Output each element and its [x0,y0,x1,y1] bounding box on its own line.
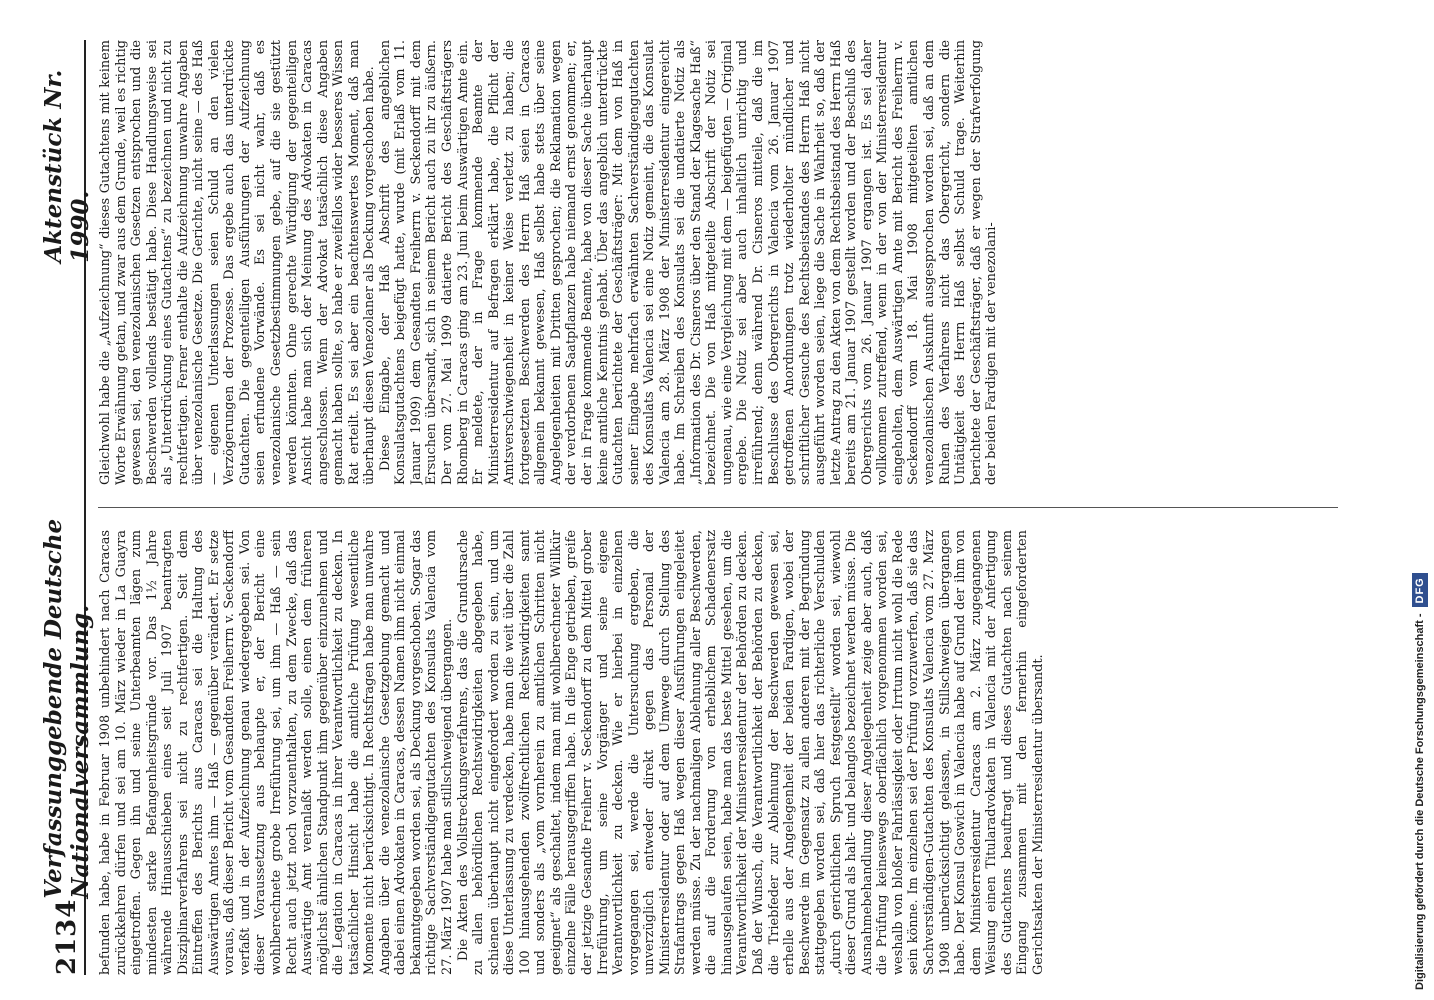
running-head [40,40,94,899]
column-divider [98,507,1338,508]
paragraph: Diese Eingabe, der Haß Abschrift des angeblichen Konsulatsgutachtens beigefügt hatte, wurde (mit Erlaß vom 11. Januar 1909) dem Gesandten Freiherrn v. Seckendorff mit dem Ersuchen übersandt, sich in seinem Bericht auch zu ihr zu äußern. Der vom 27. Mai 1909 datierte Bericht des Geschäftsträgers Rhomberg in Caracas ging am 23. Juni beim Auswärtigen Amte ein. Er meldete, der in Frage kommende Beamte der Ministerresidentur auf Befragen erklärt habe, die Pflicht der Amtsverschwiegenheit in keiner Weise verletzt zu haben; die fortgesetzten Beschwerden des Herrn Haß seien in Caracas allgemein bekannt gewesen, Haß selbst habe stets über seine Angelegenheiten mit Dritten gesprochen; die Reklamation wegen der verdorbenen Saatpflanzen habe niemand ernst genommen; er, der in Frage kommende Beamte, habe von dieser Sache überhaupt keine amtliche Kenntnis gehabt. Über das angeblich unterdrückte Gutachten berichtete der Geschäftsträger: Mit dem von Haß in seiner Eingabe mehrfach erwähnten Sachverständigengutachten des Konsulats Valencia sei eine Notiz gemeint, die das Konsulat Valencia am 28. März 1908 der Ministerresidentur eingereicht habe. Im Schreiben des Konsulats sei die undatierte Notiz als „Information des Dr. Cisneros über den Stand der Klagesache Haß“ bezeichnet. Die von Haß mitgeteilte Abschrift der Notiz sei ungenau, wie eine Vergleichung mit dem — beigefügten — Original ergebe. Die Notiz sei aber auch inhaltlich unrichtig und irreführend; denn während Dr. Cisneros mitteile, daß die im Beschlusse des Obergerichts in Valencia vom 26. Januar 1907 getroffenen Anordnungen trotz wiederholter mündlicher und schriftlicher Gesuche des Rechtsbeistandes des Herrn Haß nicht ausgeführt worden seien, liege die Sache in Wahrheit so, daß der letzte Antrag zu den Akten von dem Rechtsbeistand des Herrn Haß bereits am 21. Januar 1907 gestellt worden und der Beschluß des Obergerichts vom 26. Januar 1907 ergangen ist. Es sei daher vollkommen zutreffend, wenn in der von der Ministerresidentur eingeholten, dem Auswärtigen Amte mit Bericht des Freiherrn v. Seckendorff vom 18. Mai 1908 mitgeteilten amtlichen venezolanischen Auskunft ausgesprochen worden sei, daß an dem Ruhen des Verfahrens nicht das Obergericht, sondern die Untätigkeit des Herrn Haß selbst Schuld trage. Weiterhin berichtete der Geschäftsträger, daß er wegen der Strafverfolgung der beiden Fardigen mit der venezolani- [377,40,1000,485]
paragraph: befunden habe, habe in Februar 1908 unbehindert nach Caracas zurückkehren dürfen und sei am 10. März wieder in La Guayra eingetroffen. Gegen ihn und seine Unterbeamten lägen zum mindesten starke Befangenheitsgründe vor. Das 1½ Jahre währende Hinausschieben eines seit Juli 1907 beantragten Disziplinarverfahrens sei nicht zu rechtfertigen. Seit dem Eintreffen des Berichts aus Caracas sei die Haltung des Auswärtigen Amtes ihm — Haß — gegenüber verändert. Er setze voraus, daß dieser Bericht vom Gesandten Freiherrn v. Seckendorff verfaßt und in der Aufzeichnung genau wiedergegeben sei. Von dieser Voraussetzung aus behaupte er, der Bericht eine wohlberechnete grobe Irreführung sei, um ihm — Haß — sein Recht auch jetzt noch vorzuenthalten, zu dem Zwecke, daß das Auswärtige Amt veranlaßt werden solle, einen dem früheren möglichst ähnlichen Standpunkt ihm gegenüber einzunehmen und die Legation in Caracas in ihrer Verantwortlichkeit zu decken. In tatsächlicher Hinsicht habe die amtliche Prüfung wesentliche Momente nicht berücksichtigt. In Rechtsfragen habe man unwahre Angaben über die venezolanische Gesetzgebung gemacht und dabei einen Advokaten in Caracas, dessen Namen ihm nicht einmal bekanntgegeben worden sei, als Deckung vorgeschoben. Sogar das richtige Sachverständigengutachten des Konsulats Valencia vom 27. März 1907 habe man stillschweigend übergangen. [98,530,456,975]
text-column-left [98,530,1338,975]
document-number: Aktenstück Nr. 1990. [40,69,94,263]
paragraph: Gleichwohl habe die „Aufzeichnung“ dieses Gutachtens mit keinem Worte Erwähnung getan, und zwar aus dem Grunde, weil es richtig gewesen sei, den venezolanischen Gesetzen entsprochen und die Beschwerden vollends bestätigt habe. Diese Handlungsweise sei als „Unterdrückung eines Gutachtens“ zu bezeichnen und nicht zu rechtfertigen. Ferner enthalte die Aufzeichnung unwahre Angaben über venezolanische Gesetze. Die Gerichte, nicht seine — des Haß — eigenen Unterlassungen seien Schuld an den vielen Verzögerungen der Prozesse. Das ergebe auch das unterdrückte Gutachten. Die gegenteiligen Ausführungen der Aufzeichnung seien erfundene Vorwände. Es sei nicht wahr, daß es venezolanische Gesetzbestimmungen gebe, auf die sie gestützt werden könnten. Ohne gerechte Würdigung der gegenteiligen Ansicht habe man sich der Meinung des Advokaten in Caracas angeschlossen. Wenn der Advokat tatsächlich diese Angaben gemacht haben sollte, so habe er zweifellos wider besseres Wissen Rat erteilt. Es sei aber ein beachtenswertes Moment, daß man überhaupt diesen Venezolaner als Deckung vorgeschoben habe. [98,40,378,485]
publication-title: Verfassunggebende Deutsche Nationalversammlung. [40,518,94,899]
digitization-credit: Digitalisierung gefördert durch die Deutsche Forschungsgemeinschaft - [1414,613,1426,990]
paragraph: Die Akten des Vollstreckungsverfahrens, das die Grundursache zu allen behördlichen Rechtswidrigkeiten abgegeben habe, schienen überhaupt nicht eingefordert worden zu sein, und um diese Unterlassung zu verdecken, habe man die weit über die Zahl 100 hinausgehenden zwölfrechtlichen Rechtswidrigkeiten samt und sonders als „vom vornherein zu amtlichen Schritten nicht geeignet“ als geschaltet, indem man mit wohlberechneter Willkür einzelne Fälle herausgegriffen habe. In die Enge getrieben, greife der jetzige Gesandte Freiherr v. Seckendorff zu dem Mittel grober Irreführung, um seine Vorgänger und seine eigene Verantwortlichkeit zu decken. Wie er hierbei in einzelnen vorgegangen sei, werde die Untersuchung ergeben, die unverzüglich entweder direkt gegen das Personal der Ministerresidentur oder auf dem Umwege durch Stellung des Strafantrags gegen Haß wegen dieser Ausführungen eingeleitet werden müsse. Zu der nachmaligen Ablehnung aller Beschwerden, die auf die Forderung von erheblichem Schadenersatz hinausgelaufen seien, habe man das beste Mittel gesehen, um die Verantwortlichkeit der Ministerresidentur der Behörden zu decken. Daß der Wunsch, die Verantwortlichkeit der Behörden zu decken, die Triebfeder zur Ablehnung der Beschwerden gewesen sei, erhelle aus der Angelegenheit der beiden Fardigen, wobei der Beschwerde im Gegensatz zu allen anderen mit der Begründung stattgegeben worden sei, daß hier das richterliche Verschulden „durch gerichtlichen Spruch festgestellt“ worden sei, wiewohl dieser Grund als halt- und belanglos bezeichnet werden müsse. Die Ausnahmebehandlung dieser Angelegenheit zeige aber auch, daß die Prüfung keineswegs oberflächlich vorgenommen worden sei, weshalb von bloßer Fahrlässigkeit oder Irrtum nicht wohl die Rede sein könne. Im einzelnen sei der Prüfung vorzuwerfen, daß sie das Sachverständigen-Gutachten des Konsulats Valencia vom 27. März 1908 unberücksichtigt gelassen, in Stillschweigen übergangen habe. Der Konsul Goswich in Valencia habe auf Grund der ihm von dem Ministerresidentur Caracas am 2. März zugegangenen Weisung einen Titularadvokaten in Valencia mit der Anfertigung des Gutachtens beauftragt und dieses Gutachten nach seinem Eingang zusammen mit den fernerhin eingeforderten Gerichtsakten der Ministerresidentur übersandt. [455,530,1046,975]
page-header [40,40,94,975]
dfg-logo: DFG [1412,573,1428,607]
document-page [40,40,1350,975]
page-number: 2134 [52,898,82,975]
text-column-right [98,40,1338,485]
digitization-watermark [1402,10,1432,990]
